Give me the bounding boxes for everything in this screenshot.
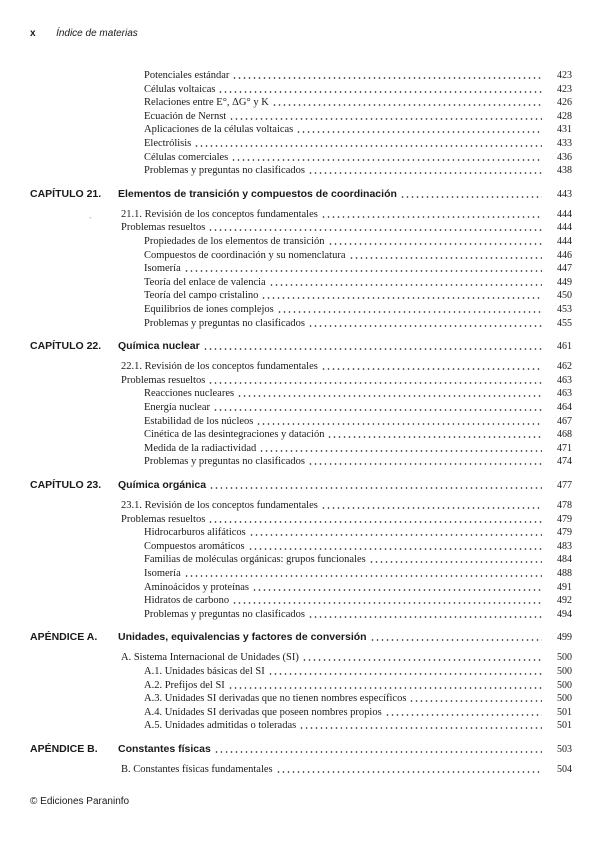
dot-leader bbox=[209, 487, 542, 489]
toc-entry-label: 21.1. Revisión de los conceptos fundamentales bbox=[121, 208, 318, 220]
toc-entry-label: Electrólisis bbox=[144, 138, 192, 149]
toc-entry-label: A.3. Unidades SI derivadas que no tienen nombres específicos bbox=[144, 693, 407, 705]
toc-entry-row bbox=[144, 415, 572, 428]
toc-page-number: 444 bbox=[557, 236, 572, 247]
toc-entry-row bbox=[144, 442, 572, 455]
toc-page-number: 423 bbox=[557, 70, 572, 81]
toc-entry-label: Hidrocarburos alifáticos bbox=[144, 527, 246, 539]
dot-leader bbox=[194, 145, 542, 147]
dot-leader bbox=[299, 727, 542, 729]
page-number: x bbox=[30, 28, 36, 39]
toc-entry-label: 23.1. Revisión de los conceptos fundamentales bbox=[121, 500, 318, 511]
dot-leader bbox=[400, 196, 542, 198]
toc-entry-row bbox=[144, 151, 572, 164]
toc-entry-label: Familias de moléculas orgánicas: grupos funcionales bbox=[144, 554, 366, 566]
toc-chapter-row bbox=[30, 479, 572, 492]
toc-chapter-title: Elementos de transición y compuestos de coordinación bbox=[118, 187, 397, 200]
dot-leader bbox=[409, 700, 542, 702]
dot-leader bbox=[218, 91, 542, 93]
toc-page-number: 447 bbox=[557, 263, 572, 275]
toc-page-number: 504 bbox=[557, 764, 572, 775]
toc-entry-label: A.2. Prefijos del SI bbox=[144, 679, 225, 691]
toc-entry-label: A.4. Unidades SI derivadas que poseen nombres propios bbox=[144, 706, 382, 718]
toc-entry-row bbox=[121, 651, 572, 664]
dot-leader bbox=[232, 602, 542, 604]
dot-leader bbox=[308, 325, 542, 327]
dot-leader bbox=[256, 423, 542, 425]
toc-entry-row bbox=[144, 262, 572, 275]
toc-page-number: 446 bbox=[557, 249, 572, 261]
toc-entry-label: Aplicaciones de la células voltaicas bbox=[144, 124, 294, 136]
toc-entry-row bbox=[144, 455, 572, 468]
toc-page-number: 436 bbox=[557, 151, 572, 163]
toc-page-number: 444 bbox=[557, 222, 572, 234]
toc-chapter-number: CAPÍTULO 23. bbox=[30, 479, 102, 491]
dot-leader bbox=[213, 409, 542, 411]
running-title: Índice de materias bbox=[56, 28, 138, 39]
dot-leader bbox=[214, 751, 542, 753]
dot-leader bbox=[308, 616, 542, 618]
dot-leader bbox=[248, 548, 542, 550]
toc-entry-row bbox=[144, 679, 572, 692]
dot-leader bbox=[369, 561, 542, 563]
toc-entry-row bbox=[121, 499, 572, 512]
toc-page-number: 438 bbox=[557, 165, 572, 177]
toc-chapter-title: Química orgánica bbox=[118, 479, 207, 491]
toc-chapter-row bbox=[30, 340, 572, 353]
toc-page-number: 461 bbox=[557, 341, 572, 353]
toc-page-number: 500 bbox=[557, 679, 572, 691]
toc-entry-row bbox=[144, 69, 572, 82]
toc-entry-label bbox=[30, 340, 203, 353]
toc-entry-label: Aminoácidos y proteínas bbox=[144, 581, 249, 593]
dot-leader bbox=[385, 714, 542, 716]
toc-entry-row bbox=[144, 96, 572, 109]
toc-entry-row bbox=[121, 763, 572, 776]
toc-entry-row bbox=[144, 608, 572, 621]
toc-page-number: 450 bbox=[557, 290, 572, 302]
toc-page-number: 494 bbox=[557, 608, 572, 620]
toc-entry-label: Propiedades de los elementos de transición bbox=[144, 236, 325, 247]
dot-leader bbox=[321, 216, 542, 218]
dot-leader bbox=[208, 382, 542, 384]
toc-entry-label bbox=[30, 631, 370, 644]
toc-page-number: 479 bbox=[557, 513, 572, 525]
toc-page-number: 426 bbox=[557, 97, 572, 109]
toc-page-number: 488 bbox=[557, 568, 572, 579]
toc-entry-label: Hidratos de carbono bbox=[144, 595, 230, 607]
dot-leader bbox=[370, 639, 542, 641]
toc-entry-label: A.5. Unidades admitidas o toleradas bbox=[144, 720, 297, 732]
stray-mark: ` bbox=[89, 216, 92, 225]
toc-page-number: 463 bbox=[557, 388, 572, 400]
toc-page-number: 499 bbox=[557, 632, 572, 644]
toc-entry-label: Problemas y preguntas no clasificados bbox=[144, 165, 305, 177]
toc-page-number: 483 bbox=[557, 540, 572, 552]
toc-entry-row bbox=[144, 137, 572, 150]
toc-page-number: 467 bbox=[557, 415, 572, 427]
toc-entry-row bbox=[144, 164, 572, 177]
toc-page-number: 444 bbox=[557, 208, 572, 220]
toc-entry-row bbox=[144, 719, 572, 732]
toc-entry-row bbox=[144, 303, 572, 316]
toc-page-number: 492 bbox=[557, 595, 572, 607]
dot-leader bbox=[321, 507, 542, 509]
toc-entry-row bbox=[144, 317, 572, 330]
toc-entry-row bbox=[144, 428, 572, 441]
toc-entry-row bbox=[144, 387, 572, 400]
toc-page-number: 464 bbox=[557, 402, 572, 413]
toc-page-number: 431 bbox=[557, 124, 572, 136]
dot-leader bbox=[349, 257, 543, 259]
toc-chapter-title: Constantes físicas bbox=[118, 743, 211, 755]
toc-page-number: 500 bbox=[557, 693, 572, 705]
toc-entry-label: Problemas resueltos bbox=[121, 513, 206, 525]
toc-entry-label: Isomería bbox=[144, 568, 181, 579]
dot-leader bbox=[232, 77, 542, 79]
toc-entry-label: Problemas resueltos bbox=[121, 374, 206, 386]
toc-entry-label: Problemas y preguntas no clasificados bbox=[144, 317, 305, 329]
copyright-footer: © Ediciones Paraninfo bbox=[30, 796, 130, 807]
dot-leader bbox=[277, 311, 542, 313]
toc-entry-label: Problemas resueltos bbox=[121, 222, 206, 234]
toc-entry-label bbox=[30, 188, 400, 201]
toc-page-number: 491 bbox=[557, 581, 572, 593]
toc-entry-row bbox=[121, 513, 572, 526]
toc-page-number: 463 bbox=[557, 374, 572, 386]
toc-entry-label: Ecuación de Nernst bbox=[144, 110, 227, 122]
toc-page-number: 503 bbox=[557, 744, 572, 755]
dot-leader bbox=[261, 297, 542, 299]
toc-entry-label: Reacciones nucleares bbox=[144, 388, 235, 400]
toc-entry-row bbox=[144, 289, 572, 302]
toc-entry-row bbox=[144, 401, 572, 414]
toc-entry-row bbox=[144, 235, 572, 248]
toc-page-number: 428 bbox=[557, 110, 572, 122]
toc-chapter-row bbox=[30, 188, 572, 201]
toc-chapter-row bbox=[30, 631, 572, 644]
toc-page-number: 477 bbox=[557, 480, 572, 491]
toc-entry-row bbox=[121, 208, 572, 221]
dot-leader bbox=[259, 450, 542, 452]
toc-chapter-title: Química nuclear bbox=[118, 340, 200, 353]
dot-leader bbox=[269, 284, 542, 286]
dot-leader bbox=[308, 172, 542, 174]
toc-entry-label bbox=[30, 743, 214, 756]
dot-leader bbox=[302, 659, 542, 661]
toc-entry-row bbox=[144, 249, 572, 262]
dot-leader bbox=[308, 463, 542, 465]
dot-leader bbox=[296, 131, 542, 133]
dot-leader bbox=[249, 534, 542, 536]
toc-page-number: 478 bbox=[557, 500, 572, 511]
toc-page-number: 423 bbox=[557, 83, 572, 95]
toc-page-number: 479 bbox=[557, 527, 572, 539]
toc-entry-label: Células comerciales bbox=[144, 151, 229, 163]
page-header bbox=[30, 28, 138, 39]
toc-entry-label: B. Constantes físicas fundamentales bbox=[121, 764, 273, 775]
toc-page-number: 484 bbox=[557, 554, 572, 566]
dot-leader bbox=[208, 521, 542, 523]
dot-leader bbox=[276, 771, 542, 773]
dot-leader bbox=[184, 575, 542, 577]
toc-entry-label: Problemas y preguntas no clasificados bbox=[144, 608, 305, 620]
toc-entry-row bbox=[144, 553, 572, 566]
toc-chapter-row bbox=[30, 743, 572, 756]
toc-page-number: 500 bbox=[557, 666, 572, 677]
toc-page-number: 455 bbox=[557, 317, 572, 329]
dot-leader bbox=[237, 395, 542, 397]
toc-chapter-number: APÉNDICE A. bbox=[30, 631, 98, 644]
dot-leader bbox=[327, 436, 542, 438]
toc-page-number: 468 bbox=[557, 429, 572, 441]
toc-entry-row bbox=[144, 567, 572, 580]
toc-entry-label: Energía nuclear bbox=[144, 402, 210, 413]
dot-leader bbox=[268, 673, 542, 675]
toc-entry-row bbox=[121, 374, 572, 387]
toc-entry-label: Medida de la radiactividad bbox=[144, 442, 257, 454]
toc-entry-label bbox=[30, 479, 209, 492]
toc-entry-row bbox=[144, 665, 572, 678]
toc-page-number: 474 bbox=[557, 456, 572, 468]
toc-entry-label: Teoría del enlace de valencia bbox=[144, 276, 266, 288]
toc-page-number: 462 bbox=[557, 361, 572, 373]
toc-chapter-title: Unidades, equivalencias y factores de conversión bbox=[118, 631, 367, 644]
toc-entry-row bbox=[144, 276, 572, 289]
toc-page-number: 443 bbox=[557, 188, 572, 200]
toc-entry-label: Potenciales estándar bbox=[144, 70, 230, 81]
dot-leader bbox=[328, 243, 543, 245]
toc-entry-label: Cinética de las desintegraciones y datación bbox=[144, 429, 325, 441]
toc-chapter-number: APÉNDICE B. bbox=[30, 743, 98, 755]
toc-page-number: 449 bbox=[557, 276, 572, 288]
toc-entry-label: Células voltaicas bbox=[144, 83, 216, 95]
dot-leader bbox=[231, 159, 542, 161]
toc-entry-row bbox=[144, 123, 572, 136]
toc-entry-label: Isomería bbox=[144, 263, 181, 275]
toc-page-number: 471 bbox=[557, 442, 572, 454]
toc-entry-row bbox=[144, 594, 572, 607]
toc-entry-label: Compuestos aromáticos bbox=[144, 540, 245, 552]
toc-entry-label: A. Sistema Internacional de Unidades (SI) bbox=[121, 652, 299, 664]
toc-entry-label: Estabilidad de los núcleos bbox=[144, 415, 254, 427]
toc-entry-label: Compuestos de coordinación y su nomenclatura bbox=[144, 249, 346, 261]
toc-page-number: 500 bbox=[557, 652, 572, 664]
toc-entry-label: 22.1. Revisión de los conceptos fundamentales bbox=[121, 361, 318, 373]
toc-page-number: 453 bbox=[557, 304, 572, 315]
toc-entry-row bbox=[144, 581, 572, 594]
dot-leader bbox=[208, 229, 542, 231]
toc-entry-row bbox=[144, 526, 572, 539]
toc-entry-row bbox=[144, 83, 572, 96]
dot-leader bbox=[228, 687, 542, 689]
dot-leader bbox=[321, 368, 542, 370]
toc-entry-row bbox=[121, 221, 572, 234]
toc-entry-label: Teoría del campo cristalino bbox=[144, 290, 259, 302]
toc-chapter-number: CAPÍTULO 21. bbox=[30, 187, 102, 200]
toc-page-number: 433 bbox=[557, 138, 572, 149]
toc-entry-label: A.1. Unidades básicas del SI bbox=[144, 666, 265, 677]
toc-entry-row bbox=[144, 692, 572, 705]
dot-leader bbox=[272, 104, 542, 106]
toc-page-number: 501 bbox=[557, 720, 572, 732]
toc-page-number: 501 bbox=[557, 706, 572, 718]
toc-entry-row bbox=[121, 360, 572, 373]
toc-entry-label: Equilibrios de iones complejos bbox=[144, 304, 274, 315]
dot-leader bbox=[252, 589, 542, 591]
toc-entry-label: Problemas y preguntas no clasificados bbox=[144, 456, 305, 468]
toc-entry-label: Relaciones entre E°, ΔG° y K bbox=[144, 97, 269, 109]
dot-leader bbox=[203, 348, 542, 350]
toc-entry-row bbox=[144, 706, 572, 719]
dot-leader bbox=[184, 270, 542, 272]
dot-leader bbox=[229, 118, 542, 120]
toc-chapter-number: CAPÍTULO 22. bbox=[30, 340, 102, 353]
toc-entry-row bbox=[144, 110, 572, 123]
toc-entry-row bbox=[144, 540, 572, 553]
